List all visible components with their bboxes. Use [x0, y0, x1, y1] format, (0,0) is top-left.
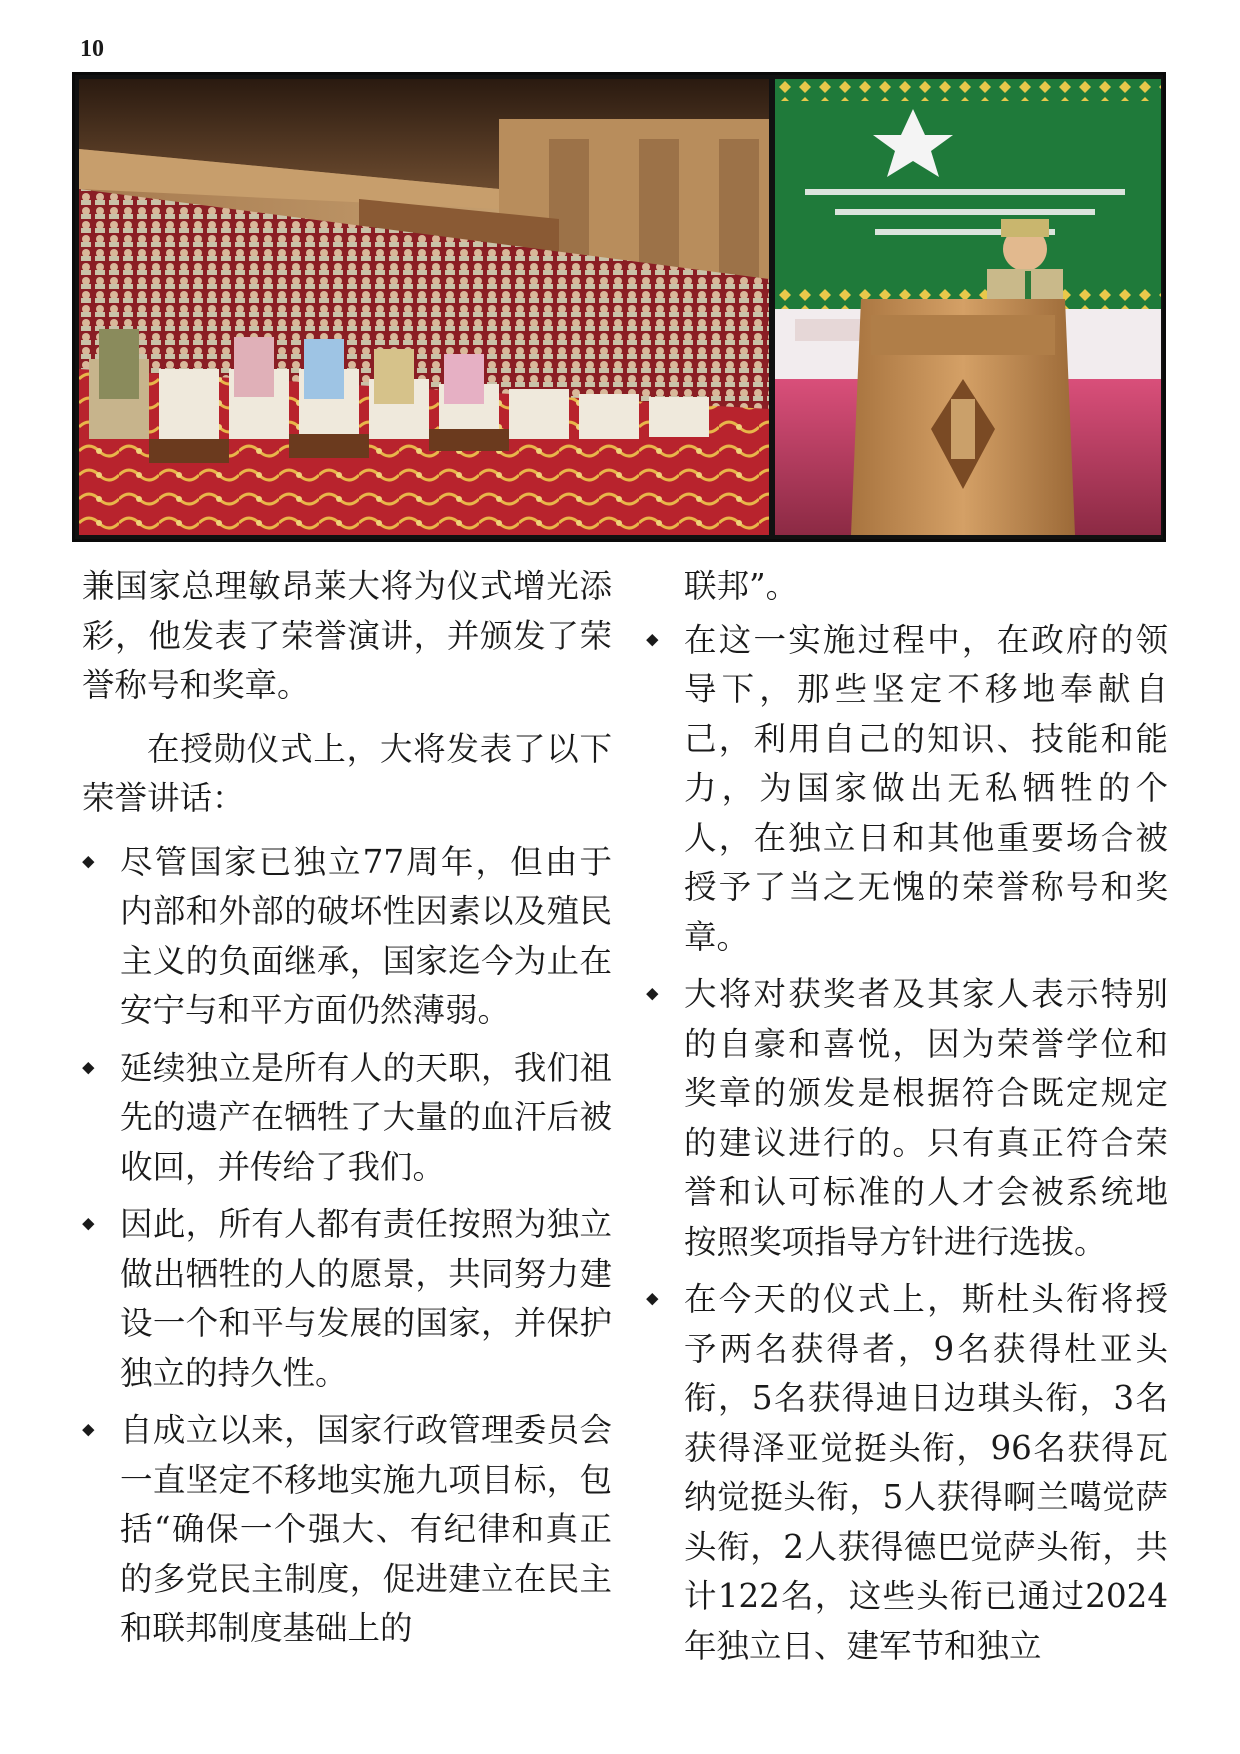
- diamond-bullet-icon: ⬥: [82, 850, 95, 872]
- list-item: [646, 616, 1168, 963]
- right-column: [646, 562, 1168, 1679]
- bullet-text: 在这一实施过程中，在政府的领导下，那些坚定不移地奉献自己，利用自己的知识、技能和能力，为国家做出无私牺牲的个人，在独立日和其他重要场合被授予了当之无愧的荣誉称号和奖章。: [684, 620, 1168, 956]
- page-number: 10: [80, 36, 104, 62]
- continuation-text: 联邦”。: [684, 567, 799, 605]
- speech-intro-paragraph: 在授勋仪式上，大将发表了以下荣誉讲话：: [82, 729, 612, 817]
- bullet-text: 在今天的仪式上，斯杜头衔将授予两名获得者，9名获得杜亚头衔，5名获得迪日边琪头衔，3名获得泽亚觉挺头衔，96名获得瓦纳觉挺头衔，5人获得啊兰噶觉萨头衔，2人获得德巴觉萨头衔，共计122名，这些头衔已通过2024年独立日、建军节和独立: [684, 1280, 1168, 1665]
- list-item: [82, 1406, 612, 1654]
- bullet-text: 尽管国家已独立77周年，但由于内部和外部的破坏性因素以及殖民主义的负面继承，国家迄今为止在安宁与和平方面仍然薄弱。: [120, 842, 612, 1029]
- left-column: [82, 562, 612, 1662]
- bullet-text: 大将对获奖者及其家人表示特别的自豪和喜悦，因为荣誉学位和奖章的颁发是根据符合既定规定的建议进行的。只有真正符合荣誉和认可标准的人才会被系统地按照奖项指导方针进行选拔。: [684, 975, 1168, 1261]
- bullet-text: 自成立以来，国家行政管理委员会一直坚定不移地实施九项目标，包括“确保一个强大、有纪律和真正的多党民主制度，促进建立在民主和联邦制度基础上的: [120, 1411, 612, 1647]
- diamond-bullet-icon: ⬥: [646, 983, 659, 1004]
- list-item: [82, 1044, 612, 1193]
- diamond-bullet-icon: ⬥: [646, 628, 659, 650]
- bullet-text: 延续独立是所有人的天职，我们祖先的遗产在牺牲了大量的血汗后被收回，并传给了我们。: [120, 1048, 612, 1186]
- intro-paragraph: 兼国家总理敏昂莱大将为仪式增光添彩，他发表了荣誉演讲，并颁发了荣誉称号和奖章。: [82, 567, 612, 704]
- diamond-bullet-icon: ⬥: [82, 1213, 95, 1234]
- speaker-podium-photo: [775, 79, 1161, 535]
- diamond-bullet-icon: ⬥: [646, 1288, 659, 1309]
- photo-banner: [72, 72, 1166, 542]
- list-item: [646, 970, 1168, 1267]
- diamond-bullet-icon: ⬥: [82, 1056, 95, 1078]
- list-item: [646, 1275, 1168, 1671]
- auditorium-audience-photo: [79, 79, 769, 535]
- bullet-text: 因此，所有人都有责任按照为独立做出牺牲的人的愿景，共同努力建设一个和平与发展的国家，并保护独立的持久性。: [120, 1205, 612, 1392]
- list-item: [82, 838, 612, 1036]
- list-item: [82, 1200, 612, 1398]
- diamond-bullet-icon: ⬥: [82, 1419, 95, 1440]
